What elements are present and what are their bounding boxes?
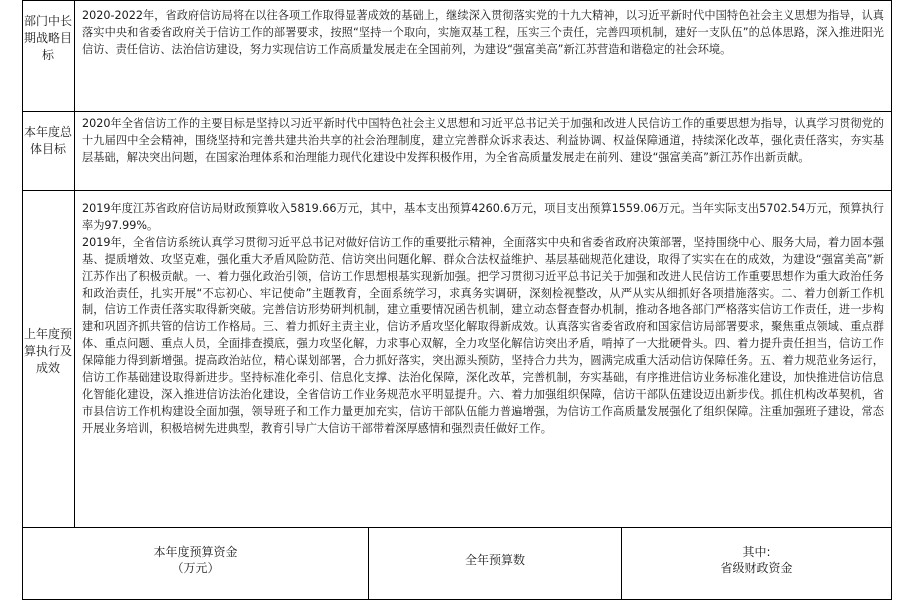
table-border-top — [22, 0, 892, 1]
label-column-divider — [74, 0, 75, 527]
row-divider-1 — [22, 111, 892, 112]
footer-budget-funds-header: 本年度预算资金 （万元） — [153, 545, 238, 575]
row-text-strategic-goal: 2020-2022年，省政府信访局将在以往各项工作取得显著成效的基础上，继续深入贯彻落实党的十九大精神，以习近平新时代中国特色社会主义思想为指导，认真落实中央和省委省政府关于信访工作的部署要求，按照“坚持一个取向，实施双基工程，压实三个责任，完善四项机制，建好一支队伍”的总体思路，深入推进阳光信访、责任信访、法治信访建设，努力实现信访工作高质量发展走在全国前列，为建设“强富美高”新江苏营造和谐稳定的社会环境。 — [82, 9, 884, 56]
row-text-last-year-execution: 2019年度江苏省政府信访局财政预算收入5819.66万元，其中，基本支出预算4260.6万元，项目支出预算1559.06万元。当年实际支出5702.54万元，预算执行率为97.99%。 2019年，全省信访系统认真学习贯彻习近平总书记对做好信访工作的重要批示精神，全面落实中央和省委省政府决策部署，坚持围绕中心、服务大局，着力固本强基、提质增效、攻坚克难，强化重大矛盾风险防范、信访突出问题化解、群众合法权益维护、基层基础规范化建设，取得了实实在在的成效，为建设“强富美高”新江苏作出了积极贡献。一、着力强化政治引领，信访工作思想根基实现新加强。把学习贯彻习近平总书记关于加强和改进人民信访工作重要思想作为重大政治任务和政治责任，扎实开展“不忘初心、牢记使命”主题教育，全面系统学习，求真务实调研，深刻检视整改，从严从实从细抓好各项措施落实。二、着力创新工作机制，信访工作责任落实取得新突破。完善信访形势研判机制，建立重要情况函告机制，建立动态督查督办机制，推动各地各部门严格落实信访工作责任，进一步构建和巩固齐抓共管的信访工作格局。三、着力抓好主责主业，信访矛盾攻坚化解取得新成效。认真落实省委省政府和国家信访局部署要求，聚焦重点领域、重点群体、重点问题、重点人员，全面排查摸底，强力攻坚化解，力求事心双解，全力攻坚化解信访突出矛盾，啃掉了一大批硬骨头。四、着力提升责任担当，信访工作保障能力得到新增强。提高政治站位，精心谋划部署，合力抓好落实，突出源头预防，坚持合力共为，圆满完成重大活动信访保障任务。五、着力规范业务运行，信访工作基础建设取得新进步。坚持标准化牵引、信息化支撑、法治化保障，深化改革，完善机制，夯实基础，有序推进信访业务标准化建设，加快推进信访信息化智能化建设，深入推进信访法治化建设，全省信访工作业务规范水平明显提升。六、着力加强组织保障，信访干部队伍建设迈出新步伐。抓住机构改革契机，省市县信访工作机构建设全面加强，领导班子和工作力量更加充实，信访干部队伍能力普遍增强，为信访工作高质量发展强化了组织保障。注重加强班子建设，常态开展业务培训，积极培树先进典型，教育引导广大信访干部带着深厚感情和强烈责任做好工作。 — [82, 202, 884, 435]
row-divider-3 — [22, 527, 892, 528]
row-label-annual-goal: 本年度总体目标 — [23, 125, 72, 156]
row-label-strategic-goal: 部门中长期战略目标 — [23, 14, 72, 62]
row-divider-2 — [22, 190, 892, 191]
footer-provincial-funds-header: 其中: 省级财政资金 — [720, 545, 793, 575]
footer-annual-budget-header: 全年预算数 — [464, 553, 525, 567]
row-text-annual-goal: 2020年全省信访工作的主要目标是坚持以习近平新时代中国特色社会主义思想和习近平总书记关于加强和改进人民信访工作的重要思想为指导，认真学习贯彻党的十九届四中全会精神，围绕坚持和完善共建共治共享的社会治理制度，建立完善群众诉求表达、利益协调、权益保障通道，持续深化改革，强化责任落实，夯实基层基础，解决突出问题，在国家治理体系和治理能力现代化建设中发挥积极作用，为全省高质量发展走在前列、建设“强富美高”新江苏作出新贡献。 — [82, 117, 884, 164]
table-border-bottom — [22, 599, 892, 600]
table-border-left — [22, 0, 23, 600]
table-border-right — [891, 0, 892, 600]
row-label-last-year-execution: 上年度预算执行及成效 — [23, 327, 72, 375]
